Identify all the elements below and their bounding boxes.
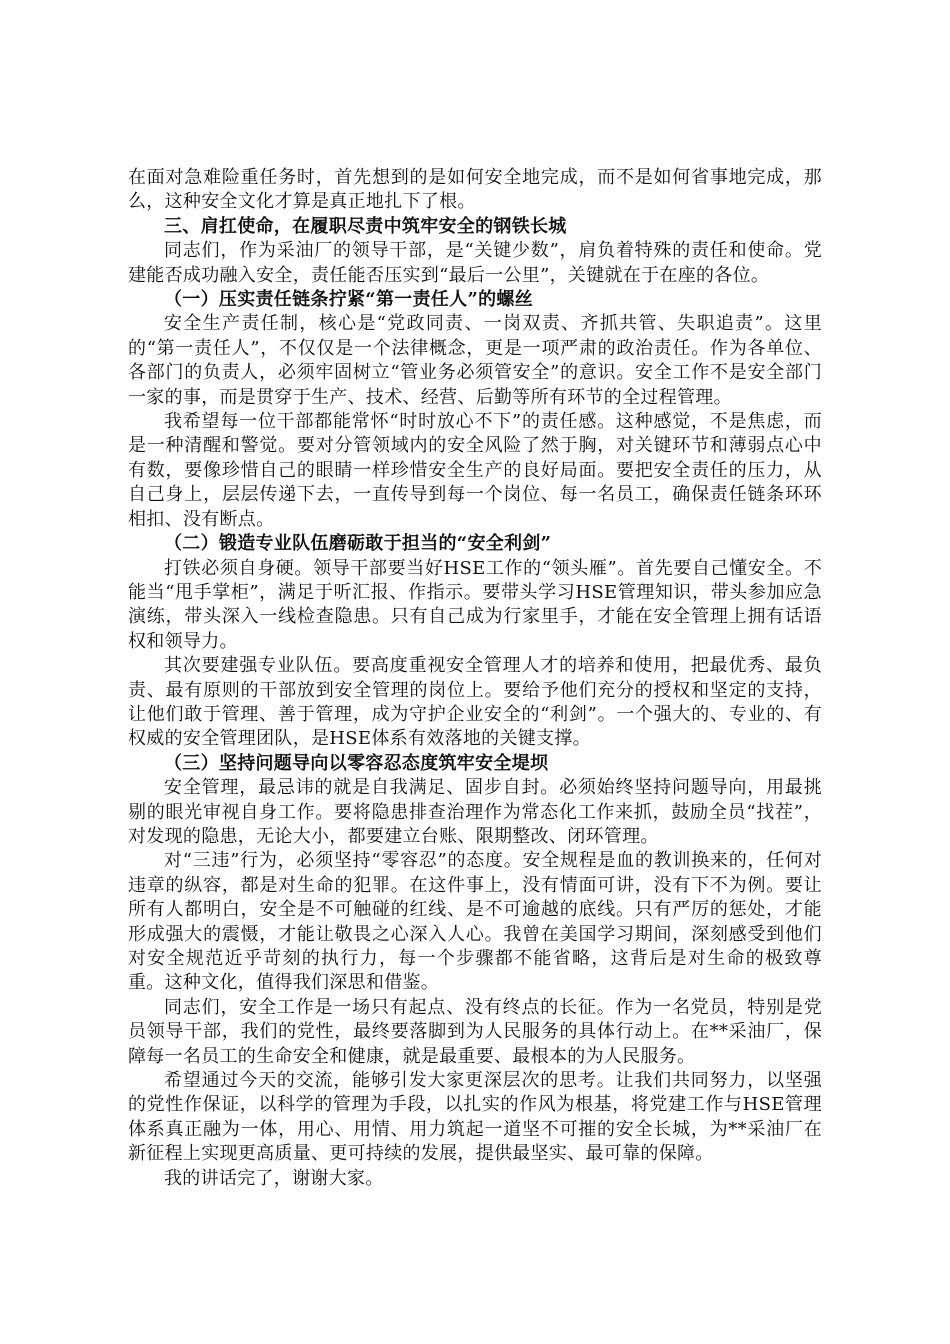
closing-paragraph: 我的讲话完了，谢谢大家。 [164,1167,384,1189]
paragraph: 同志们，作为采油厂的领导干部，是“关键少数”，肩负着特殊的责任和使命。党建能否成功融入安全，责任能否压实到“最后一公里”，关键就在于在座的各位。 [128,240,822,286]
document-page [128,166,822,1191]
paragraph: 其次要建强专业队伍。要高度重视安全管理人才的培养和使用，把最优秀、最负责、最有原则的干部放到安全管理的岗位上。要给予他们充分的授权和坚定的支持，让他们敢于管理、善于管理，成为守护企业安全的“利剑”。一个强大的、专业的、有权威的安全管理团队，是HSE体系有效落地的关键支撑。 [128,655,822,750]
subsection-heading: （三）坚持问题导向以零容忍态度筑牢安全堤坝 [164,752,549,774]
paragraph: 我希望每一位干部都能常怀“时时放心不下”的责任感。这种感觉，不是焦虑，而是一种清醒和警觉。要对分管领域内的安全风险了然于胸，对关键环节和薄弱点心中有数，要像珍惜自己的眼睛一样珍惜安全生产的良好局面。要把安全责任的压力，从自己身上，层层传递下去，一直传导到每一个岗位、每一名员工，确保责任链条环环相扣、没有断点。 [128,411,822,530]
subsection-heading: （一）压实责任链条拧紧“第一责任人”的螺丝 [164,289,534,311]
paragraph: 安全管理，最忌讳的就是自我满足、固步自封。必须始终坚持问题导向，用最挑剔的眼光审视自身工作。要将隐患排查治理作为常态化工作来抓，鼓励全员“找茬”，对发现的隐患，无论大小，都要建立台账、限期整改、闭环管理。 [128,777,822,847]
paragraph: 对“三违”行为，必须坚持“零容忍”的态度。安全规程是血的教训换来的，任何对违章的纵容，都是对生命的犯罪。在这件事上，没有情面可讲，没有下不为例。要让所有人都明白，安全是不可触碰的红线、是不可逾越的底线。只有严厉的惩处，才能形成强大的震慑，才能让敬畏之心深入人心。我曾在美国学习期间，深刻感受到他们对安全规范近乎苛刻的执行力，每一个步骤都不能省略，这背后是对生命的极致尊重。这种文化，值得我们深思和借鉴。 [128,850,822,994]
paragraph: 安全生产责任制，核心是“党政同责、一岗双责、齐抓共管、失职追责”。这里的“第一责任人”，不仅仅是一个法律概念，更是一项严肃的政治责任。作为各单位、各部门的负责人，必须牢固树立“管业务必须管安全”的意识。安全工作不是安全部门一家的事，而是贯穿于生产、技术、经营、后勤等所有环节的全过程管理。 [128,313,822,408]
subsection-heading: （二）锻造专业队伍磨砺敢于担当的“安全利剑” [164,533,552,555]
paragraph-continued: 在面对急难险重任务时，首先想到的是如何安全地完成，而不是如何省事地完成，那么，这种安全文化才算是真正地扎下了根。 [128,167,822,213]
section-heading: 三、肩扛使命，在履职尽责中筑牢安全的钢铁长城 [164,215,567,237]
paragraph: 同志们，安全工作是一场只有起点、没有终点的长征。作为一名党员，特别是党员领导干部，我们的党性，最终要落脚到为人民服务的具体行动上。在**采油厂，保障每一名员工的生命安全和健康，就是最重要、最根本的为人民服务。 [128,996,822,1067]
paragraph: 希望通过今天的交流，能够引发大家更深层次的思考。让我们共同努力，以坚强的党性作保证，以科学的管理为手段，以扎实的作风为根基，将党建工作与HSE管理体系真正融为一体，用心、用情、用力筑起一道坚不可摧的安全长城，为**采油厂在新征程上实现更高质量、更可持续的发展，提供最坚实、最可靠的保障。 [128,1070,822,1165]
paragraph: 打铁必须自身硬。领导干部要当好HSE工作的“领头雁”。首先要自己懂安全。不能当“甩手掌柜”，满足于听汇报、作指示。要带头学习HSE管理知识，带头参加应急演练，带头深入一线检查隐患。只有自己成为行家里手，才能在安全管理上拥有话语权和领导力。 [128,557,822,652]
